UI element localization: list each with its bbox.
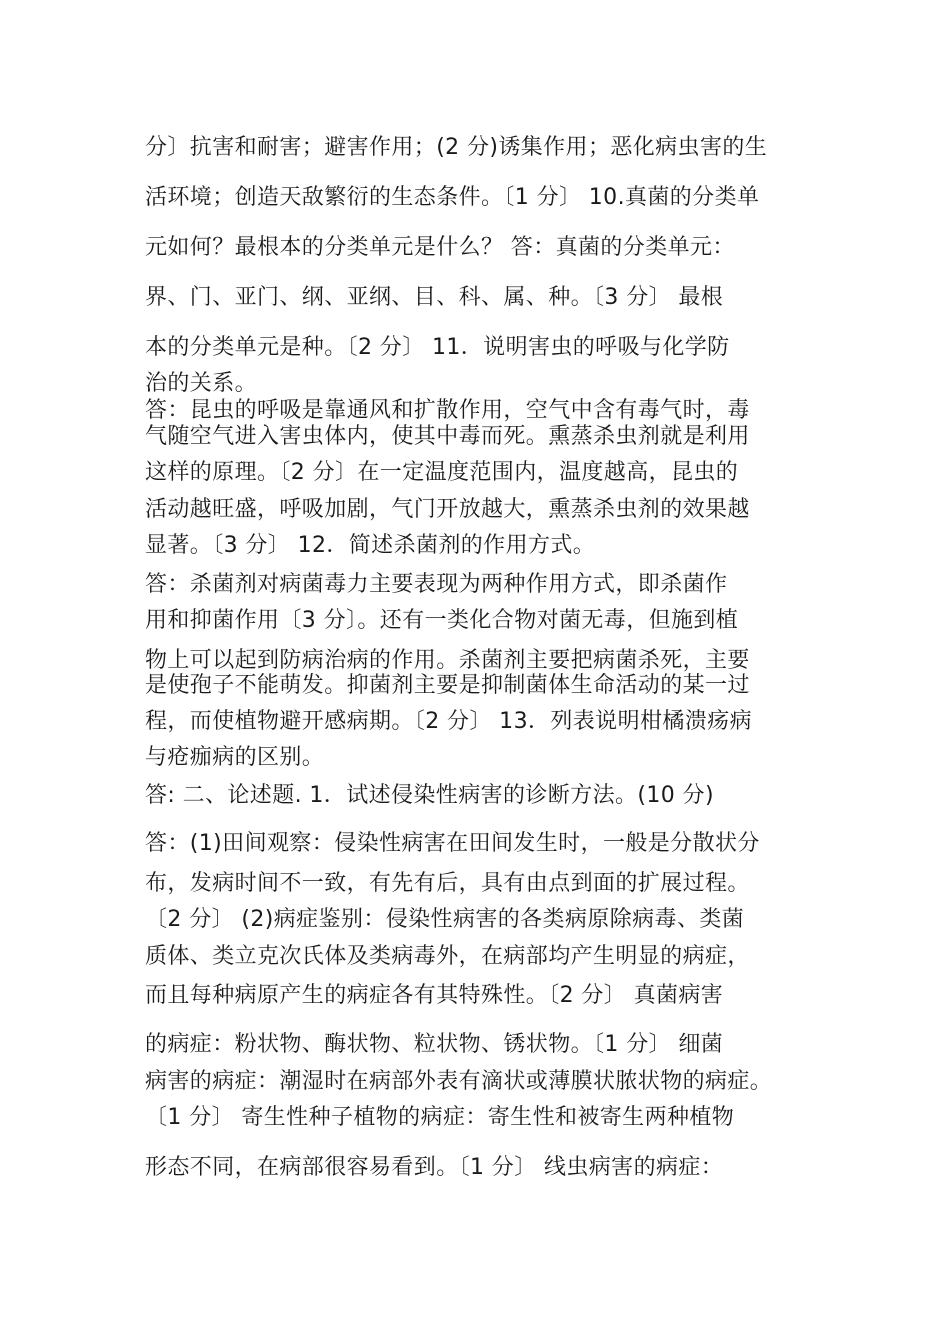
- text-line: 而且每种病原产生的病症各有其特殊性。〔2 分〕 真菌病害: [145, 983, 724, 1008]
- text-line: 治的关系。: [145, 371, 258, 396]
- text-line: 的病症：粉状物、酶状物、粒状物、锈状物。〔1 分〕 细菌: [145, 1032, 724, 1057]
- text-line: 与疮痂病的区别。: [145, 745, 325, 770]
- text-line: 答：杀菌剂对病菌毒力主要表现为两种作用方式，即杀菌作: [145, 572, 728, 597]
- text-line: 元如何？最根本的分类单元是什么？ 答：真菌的分类单元：: [145, 235, 735, 260]
- text-line: 界、门、亚门、纲、亚纲、目、科、属、种。〔3 分〕 最根: [145, 285, 724, 310]
- text-line: 〔1 分〕 寄生性种子植物的病症：寄生性和被寄生两种植物: [145, 1105, 735, 1130]
- text-line: 质体、类立克次氏体及类病毒外，在病部均产生明显的病症，: [145, 944, 750, 969]
- text-line: 答: 二、论述题. 1．试述侵染性病害的诊断方法。(10 分): [145, 783, 714, 808]
- text-line: 气随空气进入害虫体内，使其中毒而死。熏蒸杀虫剂就是利用: [145, 424, 750, 449]
- text-line: 答：(1)田间观察：侵染性病害在田间发生时，一般是分散状分: [145, 831, 760, 856]
- text-line: 用和抑菌作用〔3 分〕。还有一类化合物对菌无毒，但施到植: [145, 608, 739, 633]
- text-line: 活动越旺盛，呼吸加剧，气门开放越大，熏蒸杀虫剂的效果越: [145, 497, 750, 522]
- text-line: 物上可以起到防病治病的作用。杀菌剂主要把病菌杀死，主要: [145, 648, 750, 673]
- text-line: 布，发病时间不一致，有先有后，具有由点到面的扩展过程。: [145, 871, 750, 896]
- text-line: 程，而使植物避开感病期。〔2 分〕 13．列表说明柑橘溃疡病: [145, 709, 752, 734]
- text-line: 答：昆虫的呼吸是靠通风和扩散作用，空气中含有毒气时，毒: [145, 398, 750, 423]
- text-line: 活环境；创造天敌繁衍的生态条件。〔1 分〕 10.真菌的分类单: [145, 185, 760, 210]
- text-line: 是使孢子不能萌发。抑菌剂主要是抑制菌体生命活动的某一过: [145, 673, 750, 698]
- text-line: 病害的病症：潮湿时在病部外表有滴状或薄膜状脓状物的病症。: [145, 1069, 773, 1094]
- text-line: 本的分类单元是种。〔2 分〕 11．说明害虫的呼吸与化学防: [145, 335, 730, 360]
- text-line: 形态不同，在病部很容易看到。〔1 分〕 线虫病害的病症：: [145, 1155, 724, 1180]
- text-line: 显著。〔3 分〕 12．简述杀菌剂的作用方式。: [145, 533, 596, 558]
- text-line: 分〕抗害和耐害；避害作用；(2 分)诱集作用；恶化病虫害的生: [145, 135, 768, 160]
- text-line: 〔2 分〕 (2)病症鉴别：侵染性病害的各类病原除病毒、类菌: [145, 907, 745, 932]
- text-line: 这样的原理。〔2 分〕在一定温度范围内，温度越高，昆虫的: [145, 460, 739, 485]
